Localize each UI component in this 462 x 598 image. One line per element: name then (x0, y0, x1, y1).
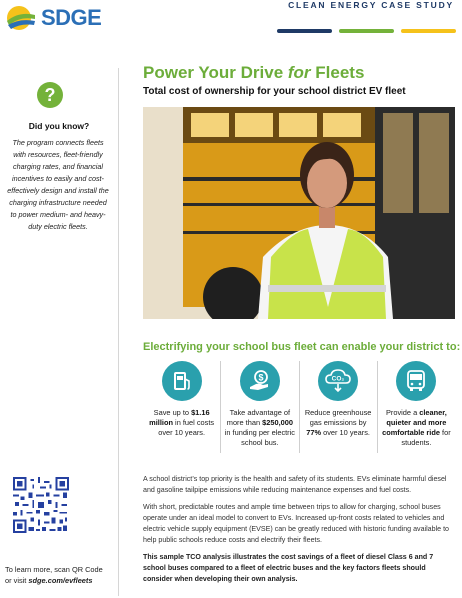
qr-code[interactable] (13, 477, 69, 533)
title-prefix: Power Your Drive (143, 63, 288, 82)
benefit-text-bold: 77% (306, 428, 322, 437)
sdge-logo (6, 5, 101, 31)
benefit-text (223, 408, 296, 448)
qr-caption-line-2 (5, 575, 123, 586)
header-stripes (277, 29, 456, 33)
sidebar-divider (118, 68, 119, 596)
did-you-know-title: Did you know? (28, 121, 90, 131)
benefits-list (143, 361, 455, 453)
benefit-funding (221, 361, 299, 453)
page-title (143, 63, 364, 83)
money-hand-icon (240, 361, 280, 401)
sdge-logo-text: SDGE (41, 5, 102, 30)
body-paragraph: A school district’s top priority is the health and safety of its students. EVs eliminate harmful diesel and gasoline tailpipe emissions while reducing maintenance expenses and fuel costs. (143, 475, 447, 494)
benefit-text-pre: Reduce greenhouse gas emissions by (304, 408, 372, 427)
benefit-text-post: for students. (401, 428, 451, 447)
stripe-navy (277, 29, 332, 33)
benefit-ride (378, 361, 455, 453)
benefit-text-post: in funding per electric school bus. (224, 428, 295, 447)
benefit-text-bold: $250,000 (262, 418, 293, 427)
benefit-text-post: over 10 years. (321, 428, 370, 437)
stripe-yellow (401, 29, 456, 33)
qr-caption-prefix: or visit (5, 576, 29, 585)
qr-caption-line-1: To learn more, scan QR Code (5, 565, 103, 574)
benefit-fuel-savings (143, 361, 221, 453)
page-subtitle: Total cost of ownership for your school district EV fleet (143, 86, 406, 97)
benefit-text (145, 408, 218, 438)
evfleets-link[interactable]: sdge.com/evfleets (28, 576, 93, 585)
benefit-emissions (300, 361, 378, 453)
benefit-text-pre: Save up to (153, 408, 192, 417)
body-bold-paragraph: This sample TCO analysis illustrates the cost savings of a fleet of diesel Class 6 and 7 school buses compared to a fleet of electric buses and the key factors fleets should consider when developing their own analysis. (143, 553, 434, 583)
title-suffix: Fleets (310, 63, 365, 82)
benefit-text-bold: cleaner, quieter and more comfortable ride (382, 408, 447, 437)
title-italic: for (287, 63, 311, 82)
case-study-label: CLEAN ENERGY CASE STUDY (288, 0, 454, 10)
stripe-green (339, 29, 394, 33)
benefit-text-pre: Take advantage of more than (226, 408, 291, 427)
bus-icon (396, 361, 436, 401)
svg-text:$: $ (258, 372, 264, 383)
benefits-title: Electrifying your school bus fleet can enable your district to: (143, 341, 461, 353)
hero-photo (143, 107, 455, 319)
qr-caption (0, 564, 123, 586)
body-text (143, 474, 457, 591)
body-paragraph: With short, predictable routes and ample time between trips to allow for charging, school buses operate under an ideal model to convert to EVs. Increased up-front costs related to vehicles and electric vehicle supply equipment (EVSE) can be greatly reduced with historic funding available to help public schools reduce costs and electrify their fleets. (143, 503, 449, 544)
co2-label: CO₂ (331, 375, 345, 383)
benefit-text-pre: Provide a (385, 408, 420, 417)
question-mark-icon: ? (37, 82, 63, 108)
fuel-pump-icon (162, 361, 202, 401)
sdge-logo-mark-icon (6, 5, 36, 31)
benefit-text-bold: $1.16 million (149, 408, 210, 427)
benefit-text (380, 408, 453, 448)
did-you-know-text: The program connects fleets with resources, fleet-friendly charging rates, and financial incentives to easily and cost-effectively design and install the charging infrastructure needed to power medium- and heavy-duty electric fleets. (7, 138, 109, 231)
benefit-text (302, 408, 375, 438)
benefit-text-post: in fuel costs over 10 years. (158, 418, 215, 437)
co2-cloud-icon (318, 361, 358, 401)
